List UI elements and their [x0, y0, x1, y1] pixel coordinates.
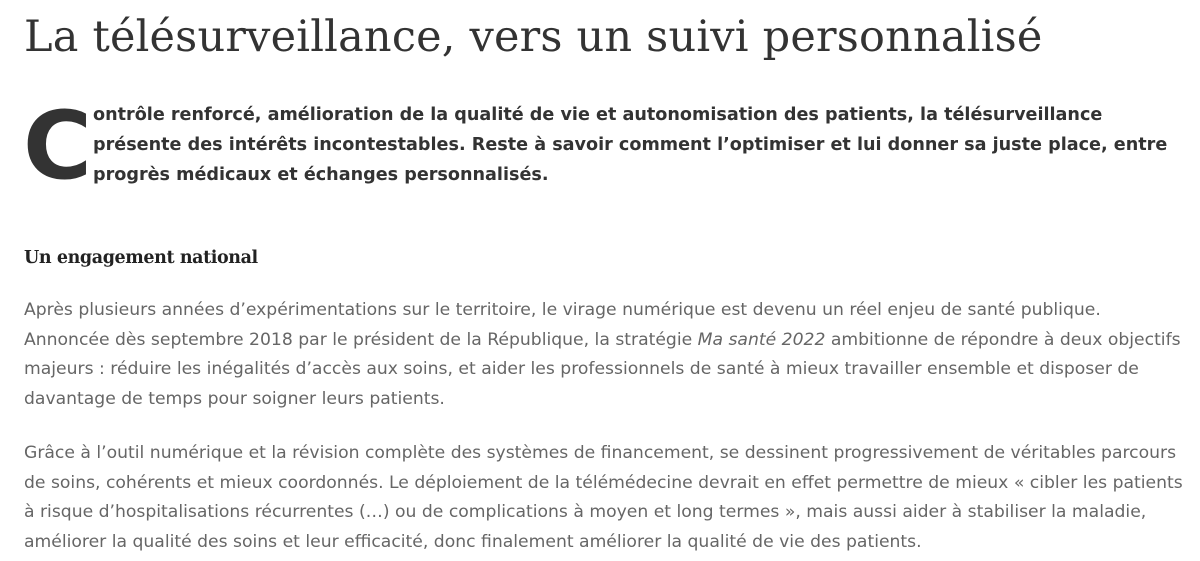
article	[24, 0, 1184, 558]
drop-cap: C	[23, 92, 92, 201]
paragraph-1-text-end: ambitionne de répondre à deux objectifs majeurs : réduire les inégalités d’accès aux soins, et aider les professionnels de santé à mieux travailler ensemble et disposer de davantage de temps pour soigner leurs patients.	[24, 329, 1181, 410]
lead-paragraph: ontrôle renforcé, amélioration de la qualité de vie et autonomisation des patients, la télésurveillance présente des intérêts incontestables. Reste à savoir comment l’optimiser et lui donner sa juste place, entre progrès médicaux et échanges personnalisés.	[93, 105, 1168, 185]
paragraph-1-text-start: Après plusieurs années d’expérimentations sur le territoire, le virage numérique est devenu un réel enjeu de santé publique. Annoncée dès septembre 2018 par le président de la République, la stratégie	[24, 300, 1101, 350]
section-heading: Un engagement national	[24, 248, 258, 268]
strategy-name-emphasis: Ma santé 2022	[697, 329, 826, 350]
body-paragraph-2: Grâce à l’outil numérique et la révision complète des systèmes de financement, se dessinent progressivement de véritables parcours de soins, cohérents et mieux coordonnés. Le déploiement de la télémédecine devrait en effet permettre de mieux « cibler les patients à risque d’hospitalisations récurrentes (…) ou de complications à moyen et long termes », mais aussi aider à stabiliser la maladie, améliorer la qualité des soins et leur efficacité, donc finalement améliorer la qualité de vie des patients.	[24, 442, 1183, 552]
body-paragraph-1	[24, 296, 1188, 415]
article-title: La télésurveillance, vers un suivi personnalisé	[24, 12, 1043, 62]
article-intro	[23, 92, 1184, 201]
